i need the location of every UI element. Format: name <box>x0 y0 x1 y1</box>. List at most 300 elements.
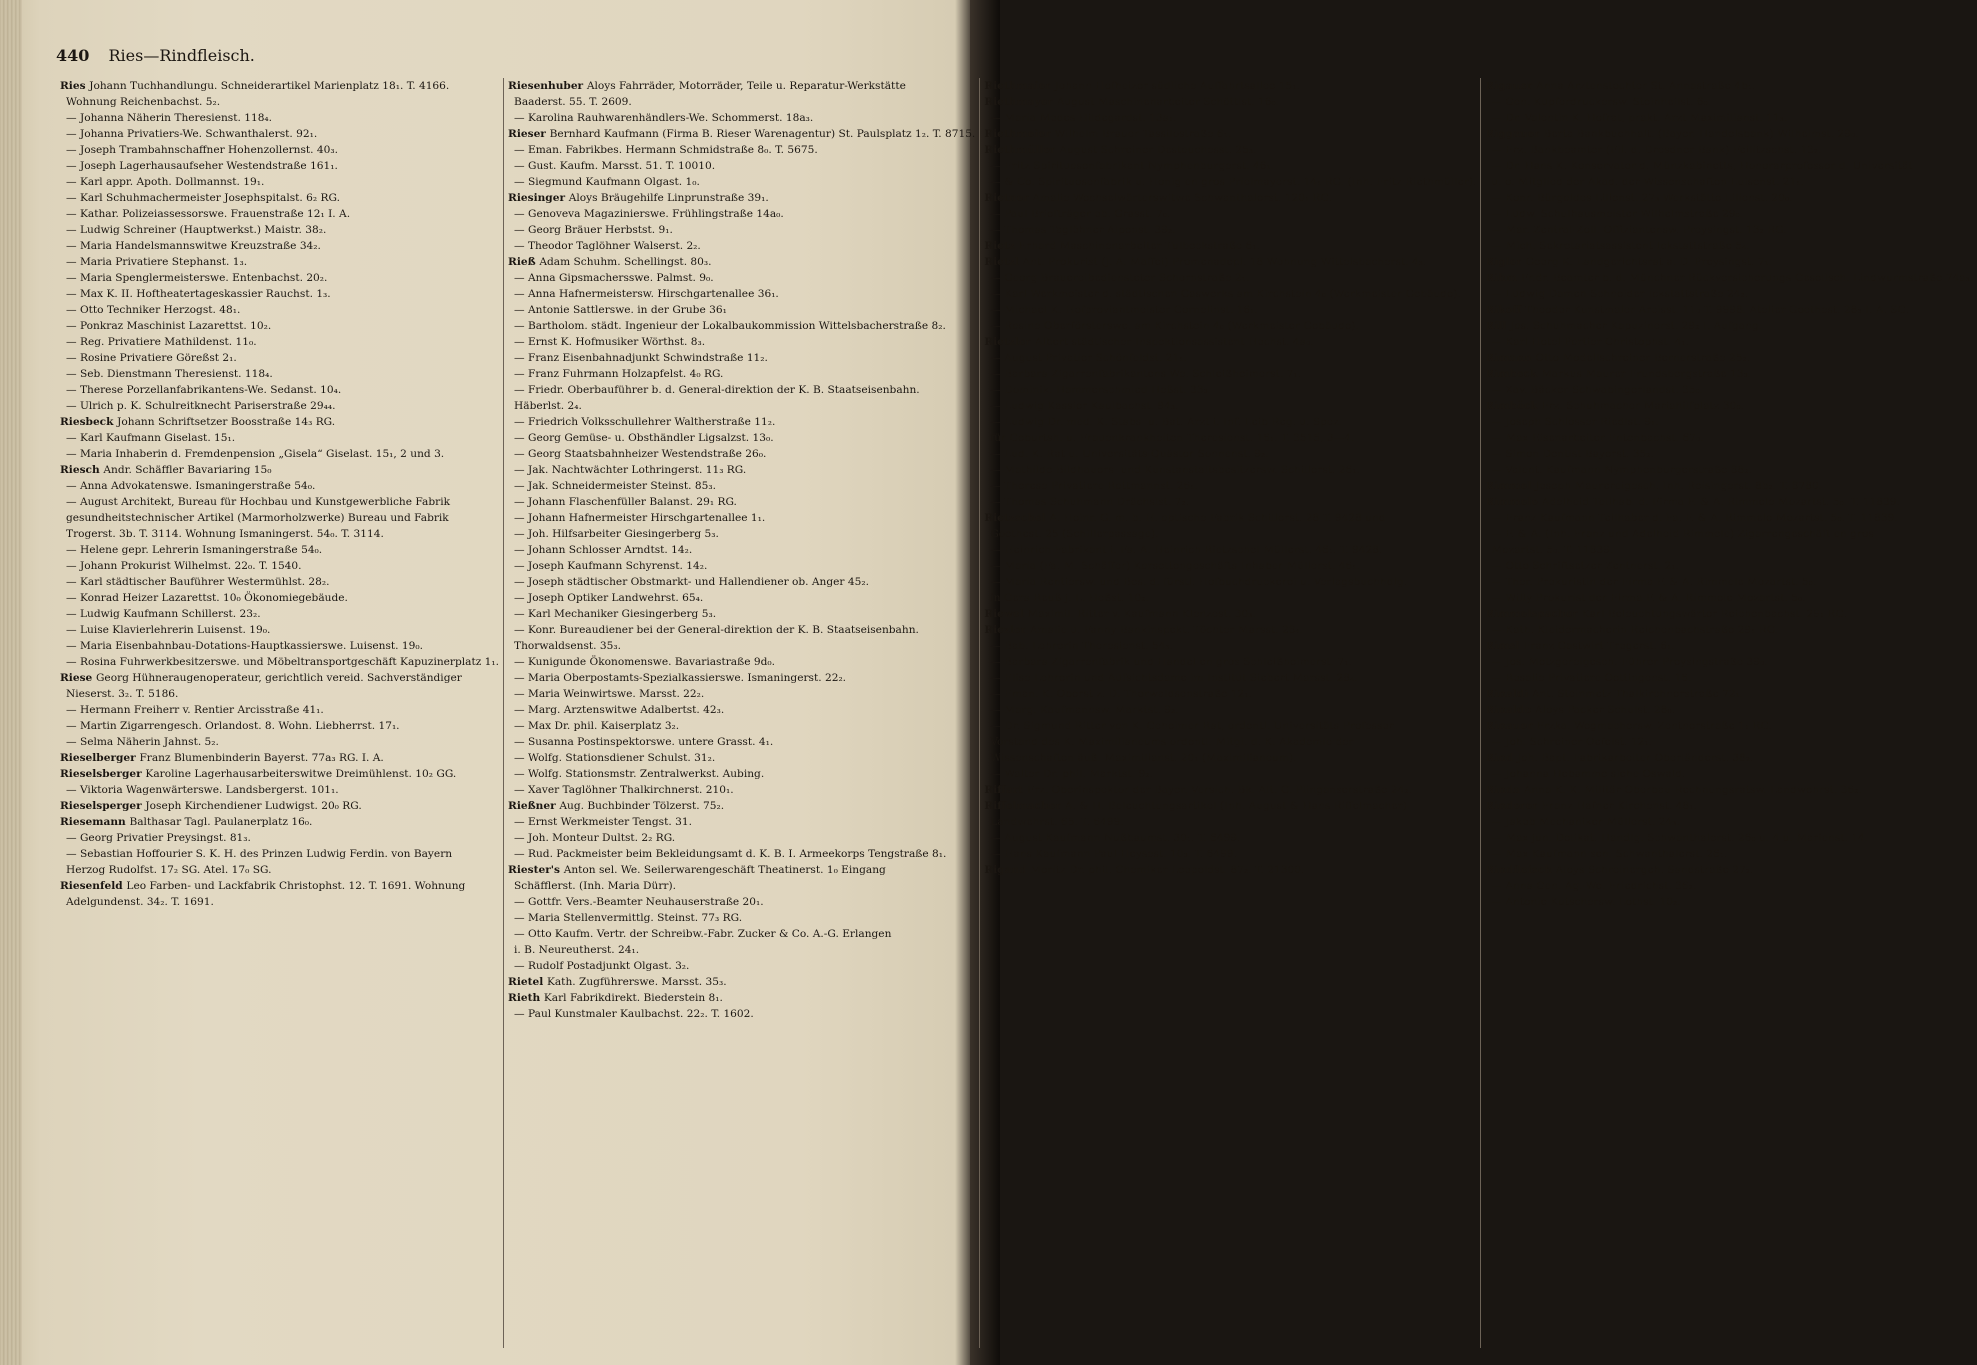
entry-text: Fr.dr. Beamter b. d. Münchner Rückversicherungs-Gesellsch. Lindwurmstraße 74a₃. <box>1520 272 1974 284</box>
entry-text: — Walter Dr. phil. Marktst. 9₂. <box>990 768 1153 780</box>
entry-surname: Ries <box>60 80 90 92</box>
directory-entry <box>984 398 1476 414</box>
entry-text: — Seb. Dienstmann Theresienst. 118₄. <box>66 368 273 380</box>
entry-surname: Riesinger <box>508 192 569 204</box>
entry-text: — Ernst Werkmeister Tengst. 31. <box>514 816 692 828</box>
entry-surname: Rimann <box>1485 352 1536 364</box>
entry-surname: Riester's <box>508 864 564 876</box>
entry-text: — Karl Schuhmachermeister Josephspitalst. 6₂ RG. <box>66 192 340 204</box>
entry-text: Thorwaldsenst. 35₃. <box>514 640 621 652</box>
entry-text: — Karl Kaufmann Giselast. 15₁. <box>66 432 236 444</box>
directory-entry <box>508 366 975 382</box>
entry-text: Aloys Schreinergeh. Sandstraße 27₂. <box>1555 864 1754 876</box>
directory-entry <box>508 910 975 926</box>
entry-text: Herzog Rudolfst. 17₂ SG. Atel. 17₀ SG. <box>66 864 272 876</box>
directory-entry <box>508 814 975 830</box>
directory-entry <box>1485 174 1973 190</box>
directory-entry <box>508 622 975 638</box>
directory-entry <box>508 78 975 94</box>
entry-surname: Rimmel <box>1485 480 1536 492</box>
entry-surname: Riffelmacher <box>984 800 1065 812</box>
directory-entry <box>1485 846 1973 862</box>
directory-entry <box>508 238 975 254</box>
column-3 <box>980 78 1481 1348</box>
entry-surname: Rikoff <box>1485 304 1526 316</box>
directory-entry <box>508 94 975 110</box>
entry-surname: Riesbeck <box>60 416 118 428</box>
directory-entry <box>508 174 975 190</box>
entry-text: — Ponkraz Maschinist Lazarettst. 10₂. <box>66 320 272 332</box>
directory-entry <box>60 254 499 270</box>
entry-text: — Max Eisenarbeiter Entenbachst. 67₀. <box>1491 432 1704 444</box>
entry-text: — Frz. Bankbeamter (Fil. d. Dresdner Bank) Feilitzschst. 13₂. <box>1491 144 1822 156</box>
column-2 <box>504 78 980 1348</box>
entry-text: Häberlst. 2₄. <box>514 400 582 412</box>
directory-entry <box>508 542 975 558</box>
entry-text: Aloys Packer Schulst. 28₀. <box>1534 704 1675 716</box>
directory-entry <box>984 254 1476 270</box>
entry-text: — Valent. Kaufmann Nymphenburgerstraße 88₂. <box>1491 464 1752 476</box>
directory-entry <box>984 238 1476 254</box>
entry-surname: Rimmele <box>1485 496 1542 508</box>
directory-entry <box>60 382 499 398</box>
directory-entry <box>984 430 1476 446</box>
entry-text: — Maria Rentiersw. und Bes. d. fürstl. Hofbuchdruckerei u. Verlagsbuchhdlg. <box>990 576 1408 588</box>
entry-text: — Maria Spenglermeisterswe. Entenbachst. 20₂. <box>66 272 328 284</box>
directory-entry <box>60 174 499 190</box>
directory-entry <box>984 654 1476 670</box>
directory-entry <box>508 126 975 142</box>
directory-entry <box>1485 270 1973 286</box>
entry-surname: Rietzl <box>984 256 1023 268</box>
entry-text: — Kathar. Polizeiassessorswe. Frauenstraße 12₁ I. A. <box>66 208 351 220</box>
directory-entry <box>60 94 499 110</box>
directory-entry <box>60 830 499 846</box>
entry-text: — F. & A. (Inh. Franz und Adelheid Rimmele) Zigarrengeschäft en gros <box>1491 528 1874 540</box>
directory-entry <box>1485 110 1973 126</box>
entry-text: i. B. Neureutherst. 24₁. <box>514 944 640 956</box>
directory-entry <box>60 350 499 366</box>
entry-text: — Rudolf Postadjunkt Olgast. 3₂. <box>514 960 690 972</box>
entry-text: — Franz Fuhrmann Holzapfelst. 4₀ RG. <box>514 368 724 380</box>
entry-text: Anna Arztenstochter St. Annastraße 4b₁. <box>1536 80 1756 92</box>
entry-surname: Rigler <box>1485 256 1526 268</box>
entry-text: — Gottfr. Vers.-Beamter Neuhauserstraße 20₁. <box>514 896 764 908</box>
directory-entry <box>60 270 499 286</box>
entry-text: — Johanna Hebamme siehe Oswald. <box>1491 768 1686 780</box>
entry-text: Maximil. Ritter v. Kaufmann Klenzest. 30₃. <box>1027 608 1256 620</box>
directory-entry <box>60 574 499 590</box>
directory-entry <box>60 446 499 462</box>
directory-entry <box>508 110 975 126</box>
entry-text: — Friedr. Oberbauführer b. d. General-direktion der K. B. Staatseisenbahn. <box>514 384 920 396</box>
entry-text: — Hans Kaufmann Paul Heysest. 10₃. T. 6499. <box>990 848 1238 860</box>
entry-text: — Wolfg. Stationsmstr. Zentralwerkst. Aubing. <box>514 768 765 780</box>
entry-surname: Rihm <box>1485 272 1521 284</box>
directory-entry <box>984 206 1476 222</box>
directory-entry <box>508 158 975 174</box>
directory-entry <box>1485 478 1973 494</box>
directory-entry <box>984 830 1476 846</box>
entry-text: — Dr. Sigmund Ritter von K. Geheimer Rat, ordentl. Universitäts-Professor <box>990 720 1394 732</box>
entry-text: — Therese Privatiere Rottmannst. 26₁. <box>990 480 1198 492</box>
directory-entry <box>1485 334 1973 350</box>
entry-text: — Georg Privatier Preysingst. 81₃. <box>66 832 251 844</box>
entry-text: — Rud. Packmeister beim Bekleidungsamt d. K. B. I. Armeekorps Tengstraße 8₁. <box>514 848 947 860</box>
entry-text: — Hermann Freiherr v. Rentier Arcisstraße 41₁. <box>66 704 324 716</box>
entry-text: — Johann Flaschenfüller Balanst. 29₁ RG. <box>514 496 737 508</box>
directory-entry <box>984 142 1476 158</box>
directory-entry <box>984 174 1476 190</box>
entry-surname: Riesenfeld <box>60 880 127 892</box>
entry-text: Albert städtischer Inspektionsassistent Hochst. 4a₀. <box>1034 336 1314 348</box>
entry-text: — Ludwig Schreiner (Hauptwerkst.) Maistr. 38₂. <box>66 224 327 236</box>
directory-entry <box>60 670 499 686</box>
entry-surname: Rinaldo <box>1485 704 1535 716</box>
directory-entry <box>60 366 499 382</box>
entry-text: — Reg. Privatiere Mathildenst. 11₀. <box>66 336 257 348</box>
directory-entry <box>1485 318 1973 334</box>
directory-entry <box>508 302 975 318</box>
entry-surname: Rinderer <box>1485 800 1542 812</box>
directory-entry <box>60 606 499 622</box>
directory-entry <box>508 958 975 974</box>
entry-text: Erhard Maschinenarbeiter Tulbeckstraße 6₁. <box>1018 240 1260 252</box>
entry-text: Landwehrst. 65. T. 6499. <box>990 816 1124 828</box>
entry-text: — Georg Bräuer Herbstst. 9₁. <box>514 224 673 236</box>
entry-text: — Mar. Zentral-Zoll.-Offiziantensw. Preysingst. 13₂ RG. <box>1491 224 1787 236</box>
directory-entry <box>508 606 975 622</box>
entry-text: — Antonie Sattlerswe. in der Grube 36₁ <box>514 304 727 316</box>
entry-text: Vorstand des K. Maximilianeums ordentl. Mitgl. d. K. Akademie der <box>990 736 1354 748</box>
entry-text: — Thomas Schuhmann Drächslst. 7₂. <box>990 496 1189 508</box>
directory-entry <box>508 638 975 654</box>
directory-entry <box>984 302 1476 318</box>
entry-text: gesundheitstechnischer Artikel (Marmorholzwerke) Bureau und Fabrik <box>66 512 449 524</box>
directory-entry <box>1485 94 1973 110</box>
directory-entry <box>508 718 975 734</box>
entry-text: — Mathilde Bildhauers- und Kunstanstaltsbesitzersw. Schillerst. 26₁. <box>990 464 1360 476</box>
directory-entry <box>1485 494 1973 510</box>
directory-entry <box>984 606 1476 622</box>
directory-entry <box>60 814 499 830</box>
directory-entry <box>60 158 499 174</box>
directory-entry <box>508 350 975 366</box>
directory-entry <box>1485 430 1973 446</box>
column-1 <box>56 78 504 1348</box>
entry-text: — Karl Mechaniker Giesingerberg 5₃. <box>514 608 717 620</box>
entry-text: — Joseph Trambahnschaffner Hohenzollernst. 40₃. <box>66 144 339 156</box>
column-4 <box>1481 78 1977 1348</box>
entry-surname: Riewel <box>984 608 1028 620</box>
directory-entry <box>60 478 499 494</box>
directory-entry <box>60 430 499 446</box>
directory-entry <box>508 590 975 606</box>
entry-surname: Rieselsberger <box>60 768 146 780</box>
directory-entry <box>508 894 975 910</box>
entry-surname: Rieß <box>508 256 540 268</box>
entry-text: — Bab. Lehrerin Theresienst. 54₃. <box>990 640 1173 652</box>
entry-text: — Franz Eisenbahnadjunkt Schwindstraße 11₂. <box>514 352 768 364</box>
entry-surname: Riesenhuber <box>508 80 587 92</box>
directory-entry <box>1485 398 1973 414</box>
entry-text: — Gen. Kupferdruckersw. Steinheilst. 6₀. <box>1491 96 1712 108</box>
entry-surname: Rietzschel <box>984 512 1050 524</box>
entry-text: — Antonie Kutschersw. Lothst. 10₂. <box>1491 896 1681 908</box>
directory-entry <box>1485 350 1973 366</box>
directory-entry <box>60 190 499 206</box>
entry-text: — Jak. Nachtwächter Lothringerst. 11₃ RG. <box>514 464 747 476</box>
directory-entry <box>1485 622 1973 638</box>
directory-entry <box>1485 254 1973 270</box>
directory-entry <box>984 350 1476 366</box>
directory-entry <box>508 734 975 750</box>
directory-entry <box>1485 526 1973 542</box>
directory-entry <box>508 142 975 158</box>
directory-entry <box>1485 718 1973 734</box>
directory-entry <box>1485 686 1973 702</box>
directory-entry <box>1485 286 1973 302</box>
directory-entry <box>984 798 1476 814</box>
directory-entry <box>60 110 499 126</box>
directory-entry <box>508 670 975 686</box>
entry-text: August Maschinenarbeiter Schöttlst. 16₀. <box>1056 96 1280 108</box>
entry-text: — Ernst K. Hofmusiker Wörthst. 8₃. <box>514 336 706 348</box>
entry-surname: Rieselberger <box>60 752 140 764</box>
entry-text: — Ludw. Schulhausmeister Wilhelmstraße 29₀. <box>1491 208 1744 220</box>
directory-entry <box>984 126 1476 142</box>
entry-surname: Riffart <box>984 784 1027 796</box>
directory-entry <box>508 414 975 430</box>
entry-surname: Riethmeier <box>984 128 1055 140</box>
entry-text: — Theodor Taglöhner Walserst. 2₂. <box>514 240 701 252</box>
entry-text: — Dr. Hans K. Konservator d. Münzkabinetts, Honorarprofessor d. Universität <box>1491 160 1913 172</box>
entry-surname: Riezler <box>984 624 1030 636</box>
entry-text: Aug. Buchbinder Tölzerst. 75₂. <box>559 800 725 812</box>
directory-entry <box>1485 862 1973 878</box>
directory-entry <box>508 686 975 702</box>
directory-entry <box>60 142 499 158</box>
directory-entry <box>984 574 1476 590</box>
directory-entry <box>984 414 1476 430</box>
directory-entry <box>60 798 499 814</box>
entry-text: — Susanna Postinspektorswe. untere Grasst. 4₁. <box>514 736 774 748</box>
directory-entry <box>984 846 1476 862</box>
directory-entry <box>508 382 975 398</box>
directory-entry <box>1485 574 1973 590</box>
directory-entry <box>508 190 975 206</box>
entry-text: Wissenschaften äuß. Maximilianst. 20₁ (Maximilianeum). <box>990 752 1297 764</box>
entry-text: A. & H. Beleuchtungsartikel (Inh. August & Hans Riffelmacher) <box>1064 800 1407 812</box>
entry-text: — Barbara Zigarrenfabrik und Handel en gros Schleißheimerst. 7₁. <box>990 656 1352 668</box>
entry-text: in Gera Reuß j. L. Heßst. 10₂. <box>990 592 1149 604</box>
directory-entry <box>984 270 1476 286</box>
directory-entry <box>1485 126 1973 142</box>
entry-text: Mozartst. 5₀. T. 11839. <box>1491 544 1614 556</box>
entry-text: — August Kaufmann Nußbaumst. 30₁. T. 6499. <box>990 832 1241 844</box>
entry-surname: Riethmayer <box>984 96 1057 108</box>
directory-entry <box>1485 734 1973 750</box>
entry-text: Leo Farben- und Lackfabrik Christophst. 12. T. 1691. Wohnung <box>126 880 466 892</box>
entry-text: — Joh. Monteur Dultst. 2₂ RG. <box>514 832 676 844</box>
directory-entry <box>508 862 975 878</box>
directory-entry <box>60 622 499 638</box>
entry-text: — Rosina Fuhrwerkbesitzerswe. und Möbeltransportgeschäft Kapuzinerplatz 1₁. <box>66 656 500 668</box>
entry-text: — Ludwig Dr. med. K. Stabs- u. Bat.-Arzt i. Inf.-Leib-Reg. u. Spez. <box>990 416 1343 428</box>
entry-text: — Otto Techniker Herzogst. 48₁. <box>66 304 241 316</box>
entry-text: — Maria (Fa. M. Schäffer) Korsettengeschäfts-Inhaber Müllerst. 46₁. <box>990 560 1360 572</box>
directory-entry <box>1485 446 1973 462</box>
entry-surname: Rinauer <box>1485 720 1537 732</box>
directory-entry <box>984 94 1476 110</box>
directory-entry <box>1485 462 1973 478</box>
directory-entry <box>1485 702 1973 718</box>
directory-entry <box>1485 382 1973 398</box>
directory-entry <box>508 558 975 574</box>
directory-entry <box>60 590 499 606</box>
directory-entry <box>1485 366 1973 382</box>
directory-entry <box>984 510 1476 526</box>
entry-text: Johann Schriftsetzer Boosstraße 14₃ RG. <box>117 416 336 428</box>
entry-surname: Riethmüller <box>984 144 1060 156</box>
directory-entry <box>60 302 499 318</box>
directory-entry <box>984 158 1476 174</box>
entry-text: — Maria Privatiere Stephanst. 1₃. <box>66 256 248 268</box>
directory-entry <box>60 862 499 878</box>
directory-entry <box>984 286 1476 302</box>
entry-text: Bernhard Kaufmann (Firma B. Rieser Warenagentur) St. Paulsplatz 1₂. T. 8715. <box>549 128 976 140</box>
entry-text: — Mich. Sekretariatsassistent Ickstattstraße 5₄. <box>1491 240 1750 252</box>
entry-text: — Maria Eisenbahnbau-Dotations-Hauptkassierswe. Luisenst. 19₀. <box>66 640 424 652</box>
directory-entry <box>508 974 975 990</box>
entry-surname: Rind <box>1485 752 1518 764</box>
directory-entry <box>984 766 1476 782</box>
entry-text: — Eman. K. Oberst z. D. Thorwaldsenstraße 12₁. <box>990 688 1252 700</box>
directory-entry <box>1485 638 1973 654</box>
directory-entry <box>60 654 499 670</box>
directory-entry <box>1485 78 1973 94</box>
entry-text: Georg K. Landgerichtsrat a. D. Preysingst. 7₁. <box>1525 256 1773 268</box>
directory-entry <box>508 430 975 446</box>
directory-entry <box>508 846 975 862</box>
entry-text: — Maria Modes Hildegardst. 13a₁. <box>990 112 1177 124</box>
entry-text: — Karl Werkmeister d. städtischen Gaswerks am Kirchstein 4₀ (Werkmeister-Gebäude). <box>990 288 1461 300</box>
entry-text: — Barbara Zigarrenfabrikantens-We. Schleißheimerst. 7₁. <box>990 368 1301 380</box>
entry-text: — Kunigunde Ökonomenswe. Bavariastraße 9d₀. <box>514 656 775 668</box>
entry-text: — Therese Porzellanfabrikantens-We. Sedanst. 10₄. <box>66 384 342 396</box>
entry-text: Goethest. 25 (Schillerpassage). <box>990 528 1159 540</box>
entry-text: — Xav. Bäcker Schwabingerlandst. 35₀. <box>1491 384 1704 396</box>
directory-entry <box>60 222 499 238</box>
entry-text: — Joseph Lagerhausaufseher Westendstraße 161₁. <box>66 160 338 172</box>
directory-entry <box>60 750 499 766</box>
directory-entry <box>984 494 1476 510</box>
entry-text: Aloys Fahrräder, Motorräder, Teile u. Reparatur-Werkstätte <box>586 80 906 92</box>
directory-entry <box>1485 766 1973 782</box>
entry-text: — Max Kaufmann sen. Schwanthalerst. 26₁. <box>1491 848 1728 860</box>
directory-entry <box>984 734 1476 750</box>
entry-surname: Rill <box>1485 320 1510 332</box>
entry-text: — Karl Hotel-Portier Christophst. 4₁. <box>1491 336 1689 348</box>
directory-entry <box>984 222 1476 238</box>
directory-entry <box>60 542 499 558</box>
entry-text: — Dr. Valentin K. Hofrat, prakt. Arzt Maximilianst. 11₃. <box>1491 112 1788 124</box>
entry-surname: Riese <box>60 672 96 684</box>
entry-text: — Simon Dentist Bayerst. 35₂. <box>1491 448 1654 460</box>
directory-entry <box>984 462 1476 478</box>
directory-entry <box>1485 654 1973 670</box>
directory-entry <box>984 190 1476 206</box>
directory-entry <box>60 206 499 222</box>
directory-entry <box>984 382 1476 398</box>
entry-text: — Eman. Fabrikbes. Hermann Schmidstraße 8₀. T. 5675. <box>514 144 818 156</box>
entry-text: Kath. Zugführerswe. Marsst. 35₃. <box>546 976 727 988</box>
entry-text: — Gust. Kaufm. Marsst. 51. T. 10010. <box>514 160 716 172</box>
entry-text: Georg Hühneraugenoperateur, gerichtlich vereid. Sachverständiger <box>95 672 462 684</box>
directory-entry <box>984 526 1476 542</box>
entry-text: — Konr. Bürgoldes Lilienst. 27₃ Werkstätte Lilienst. 20₀. <box>1491 192 1793 204</box>
entry-text: — Rosine Privatiere Göreßst 2₁. <box>66 352 237 364</box>
entry-text: — Paul Briefträger ob. Grasst. 7₀. <box>990 208 1171 220</box>
directory-entry <box>984 318 1476 334</box>
entry-text: Franz Gastwirt Trogerst. 6₁. <box>1523 640 1675 652</box>
entry-text: — Anna Hafnermeistersw. Hirschgartenallee 36₁. <box>514 288 779 300</box>
entry-surname: Rigauer <box>1485 80 1537 92</box>
entry-surname: Rinda <box>1485 784 1524 796</box>
entry-text: A. Heinr. G. m. b. H. optische Fabrik Schillerst. 28 T. 9428 und <box>1049 512 1386 524</box>
entry-text: — Max Dr. phil. Kaiserplatz 3₂. <box>514 720 680 732</box>
book-page-edges <box>0 0 22 1365</box>
entry-text: — Joh. Hilfsarbeiter Giesingerberg 5₃. <box>514 528 719 540</box>
entry-text: — Karolina Rauhwarenhändlers-We. Schommerst. 18a₃. <box>514 112 814 124</box>
directory-entry <box>984 782 1476 798</box>
entry-surname: Rimsl <box>1485 640 1524 652</box>
entry-surname: Rietner <box>984 192 1033 204</box>
entry-text: Johann Tuchhandlungu. Schneiderartikel Marienplatz 18₁. T. 4166. <box>89 80 450 92</box>
entry-text: — Maria Inhaberin d. Fremdenpension „Gisela“ Giselast. 15₁, 2 und 3. <box>66 448 445 460</box>
entry-text: Theodor Kunstmaler Arcisst. 11₀ T. 9998. Atelier Goethest. 28₃ I. A. SG. <box>1525 304 1910 316</box>
entry-text: Anton sel. We. Seilerwarengeschäft Theatinerst. 1₀ Eingang <box>563 864 886 876</box>
directory-entry <box>1485 606 1973 622</box>
entry-text: Andr. Schäffler Bavariaring 15₀ <box>103 464 272 476</box>
entry-text: — Franz Kaufmann Teilhaber d. Fa. F. & A. Rimmele Mozartst. 5₀. T. 11839. <box>1491 512 1898 524</box>
entry-text: — Georg Staatsbahnheizer Westendstraße 26₀. <box>514 448 767 460</box>
entry-text: — Jak. Schneidermeister Steinst. 85₃. <box>514 480 716 492</box>
entry-text: Wohnung Reichenbachst. 5₂. <box>66 96 221 108</box>
entry-text: — Ther. Prokuristin der Firma F. & A. Rimmele Mozartst. 5₀. <box>1491 576 1817 588</box>
entry-text: Frz. Schuhmacher Mariahilfplatz 30₀. <box>1541 400 1744 412</box>
entry-text: Joh. Bapt. Fabrikarbeiter Oberländerst. 38₂. <box>1517 752 1754 764</box>
entry-text: — Konrad Heizer Lazarettst. 10₀ Ökonomiegebäude. <box>66 592 348 604</box>
entry-text: — Anna Gipsmachersswe. Palmst. 9₀. <box>514 272 714 284</box>
entry-text: — Elise Lehrerin und Aufsichtsdame im Institut Siebert Marsst. 28₄. <box>990 672 1358 684</box>
directory-entry <box>508 254 975 270</box>
directory-entry <box>508 942 975 958</box>
entry-text: — Joseph Optiker Landwehrst. 65₄. <box>514 592 704 604</box>
directory-entry <box>984 590 1476 606</box>
entry-text: — Georg Brauereibediensteter Schornstraße 2₁. <box>990 272 1250 284</box>
entry-text: — Bartholom. städt. Ingenieur der Lokalbaukommission Wittelsbacherstraße 8₂. <box>514 320 946 332</box>
directory-entry <box>60 782 499 798</box>
directory-entry <box>60 702 499 718</box>
directory-entry <box>984 542 1476 558</box>
entry-text: — Otto Kaufm. Vertr. der Schreibw.-Fabr. Zucker & Co. A.-G. Erlangen <box>514 928 892 940</box>
entry-text: Moritz Dr. phil. Chemiker Leopoldst. 87₂. T. 21300. <box>1030 864 1305 876</box>
entry-text: Trogerst. 3b. T. 3114. Wohnung Ismaningerst. 54₀. T. 3114. <box>66 528 384 540</box>
directory-entry <box>508 318 975 334</box>
entry-surname: Rietzler <box>984 336 1035 348</box>
directory-entry <box>1485 798 1973 814</box>
